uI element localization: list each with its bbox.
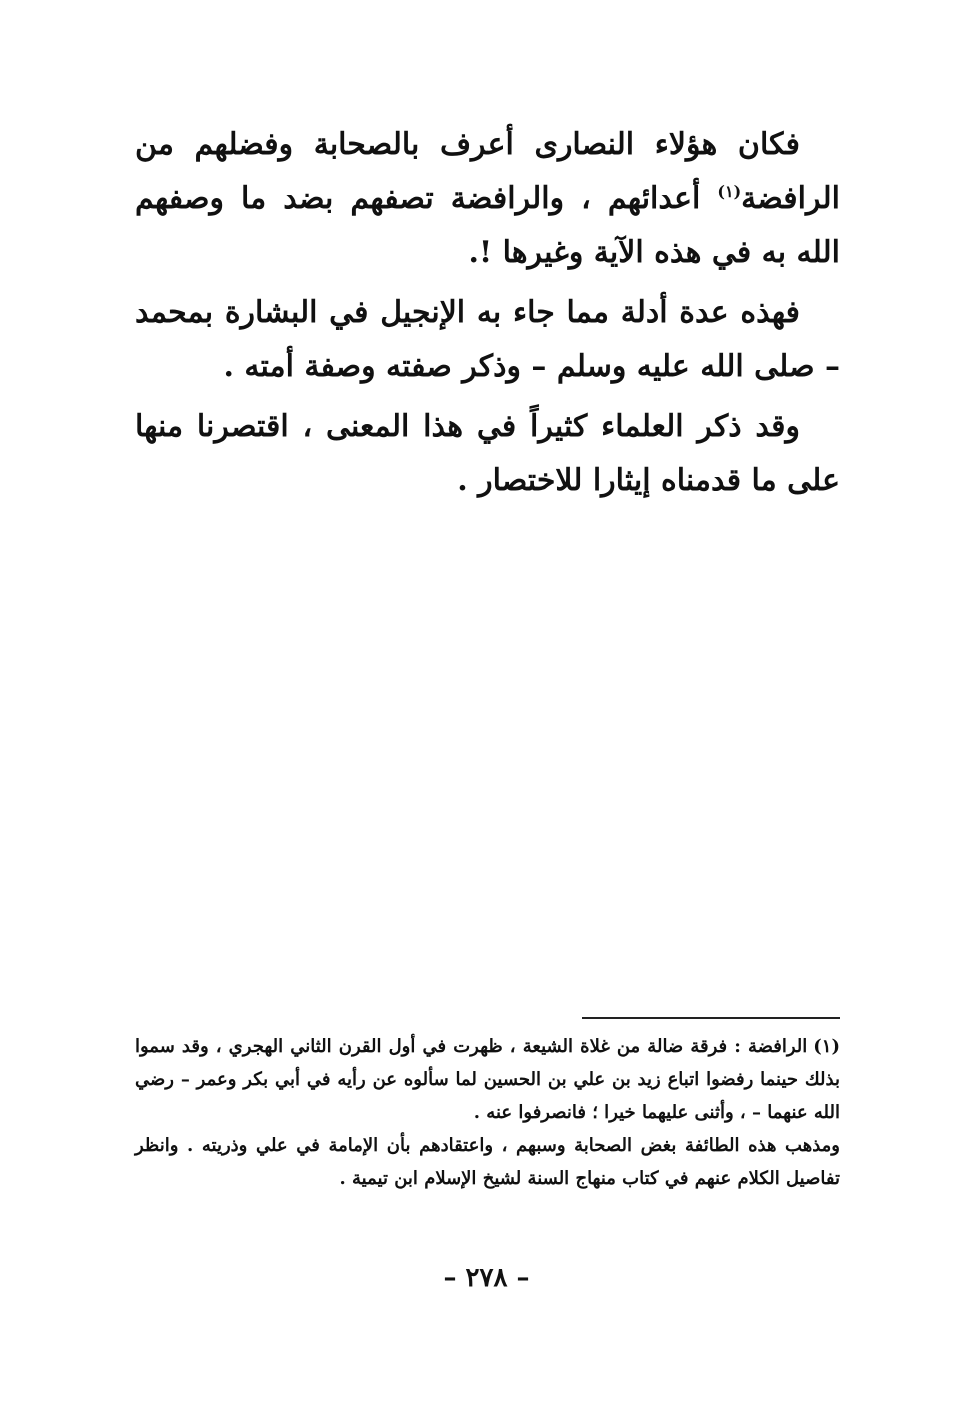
paragraph-1-continuation: أعدائهم ، والرافضة تصفهم بضد ما وصفهم الله به في هذه الآية وغيرها !.: [135, 181, 840, 270]
footnote-reference[interactable]: (١): [717, 182, 742, 201]
footnotes-section: [135, 1030, 840, 1195]
main-body-text: [135, 118, 840, 514]
footnote-separator: [582, 1017, 840, 1019]
footnote-text-2: ومذهب هذه الطائفة بغض الصحابة وسبهم ، واعتقادهم بأن الإمامة في علي وذريته . وانظر تفاصيل الكلام عنهم في كتاب منهاج السنة لشيخ الإسلام ابن تيمية .: [135, 1135, 840, 1189]
page-number: – ٢٧٨ –: [443, 1263, 530, 1293]
paragraph-2: فهذه عدة أدلة مما جاء به الإنجيل في البشارة بمحمد – صلى الله عليه وسلم – وذكر صفته وصفة أمته .: [135, 295, 840, 384]
paragraph-3: وقد ذكر العلماء كثيراً في هذا المعنى ، اقتصرنا منها على ما قدمناه إيثارا للاختصار .: [135, 409, 840, 498]
paragraph-1: [135, 118, 840, 280]
footnote-number: (١): [813, 1036, 840, 1057]
footnote-text-1: الرافضة : فرقة ضالة من غلاة الشيعة ، ظهرت في أول القرن الثاني الهجري ، وقد سموا بذلك حينما رفضوا اتباع زيد بن علي بن الحسين لما سألوه عن رأيه في أبي بكر وعمر – رضي الله عنهما – ، وأثنى عليهما خيرا ؛ فانصرفوا عنه .: [135, 1036, 840, 1123]
paragraph-1-text: فكان هؤلاء النصارى أعرف بالصحابة وفضلهم من الرافضة: [135, 127, 840, 216]
footnote-1: [135, 1030, 840, 1129]
